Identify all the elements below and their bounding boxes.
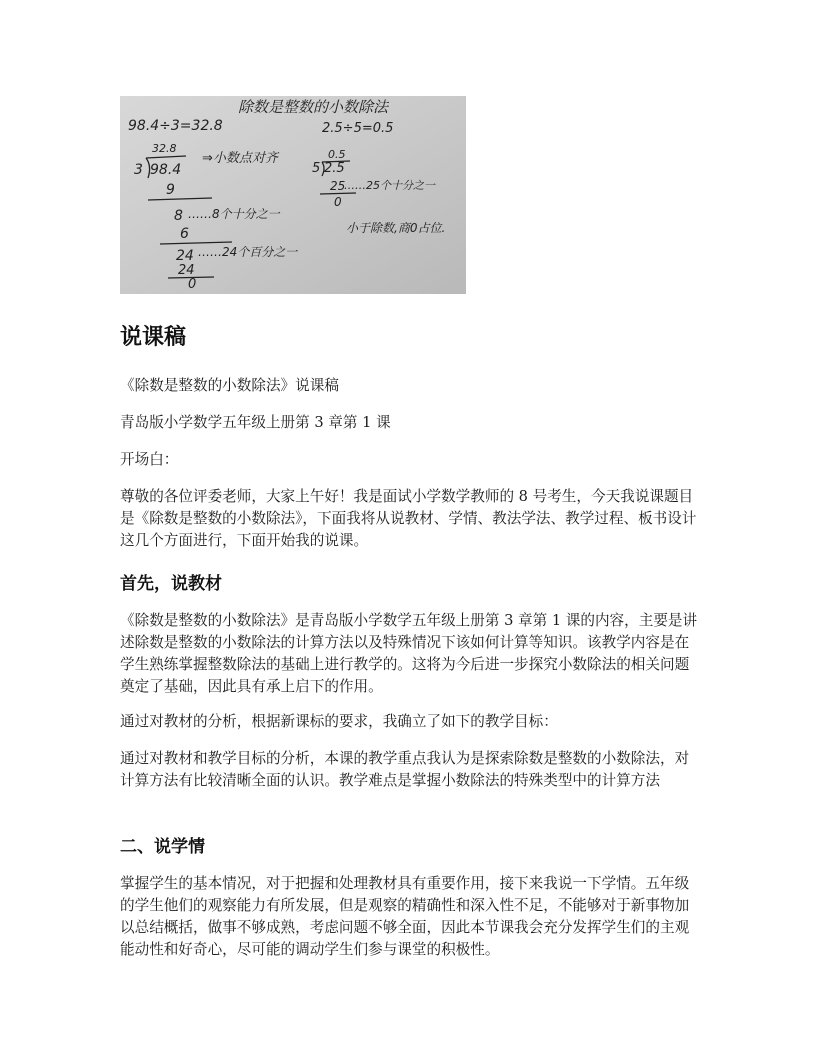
textbook-paragraph: 《除数是整数的小数除法》是青岛版小学数学五年级上册第 3 章第 1 课的内容，主要是讲述除数是整数的小数除法的计算方法以及特殊情况下该如何计算等知识。该教学内容是在学生熟练掌握整数除法的基础上进行教学的。这将为今后进一步探究小数除法的相关问题奠定了基础，因此具有承上启下的作用。 [120,612,698,695]
handwritten-notes-photo [120,96,466,294]
arrow-note: ⇒小数点对齐 [202,151,278,166]
section-heading-textbook: 首先，说教材 [120,574,222,594]
students-paragraph: 掌握学生的基本情况，对于把握和处理教材具有重要作用，接下来我说一下学情。五年级的学生他们的观察能力有所发展，但是观察的精确性和深入性不足，不能够对于新事物加以总结概括，做事不够成熟，考虑问题不够全面，因此本节课我会充分发挥学生们的主观能动性和好奇心，尽可能的调动学生们参与课堂的积极性。 [120,875,690,958]
lesson-title-line: 《除数是整数的小数除法》说课稿 [120,377,339,394]
page-title: 说课稿 [120,325,187,350]
photo-heading: 除数是整数的小数除法 [238,98,389,116]
right-step-1: 25 [330,179,346,193]
step-1: 9 [166,182,175,198]
step-4-note: ……24个百分之一 [198,245,298,259]
objectives-intro: 通过对教材的分析，根据新课标的要求，我确立了如下的教学目标： [120,713,558,730]
quotient: 32.8 [152,142,177,155]
opening-paragraph: 尊敬的各位评委老师，大家上午好！我是面试小学数学教师的 8 号考生，今天我说课题目是《除数是整数的小数除法》，下面我将从说教材、学情、教法学法、教学过程、板书设计这几个方面进行，下面开始我的说课。 [120,488,697,549]
step-3: 6 [180,226,189,242]
step-2: 8 [174,208,183,224]
notes-drawing [120,96,466,294]
right-step-1-note: ……25个十分之一 [344,179,435,192]
right-step-2: 0 [334,195,342,209]
right-dividend: 2.5 [324,161,345,176]
step-4: 24 [176,248,194,264]
step-6: 0 [188,277,197,292]
dividend: 98.4 [150,162,182,178]
section-heading-students: 二、说学情 [120,837,205,857]
right-quotient: 0.5 [328,148,346,161]
divisor: 3 [134,162,143,178]
step-5: 24 [178,263,195,278]
key-points-paragraph: 通过对教材和教学目标的分析，本课的教学重点我认为是探索除数是整数的小数除法，对计算方法有比较清晰全面的认识。教学难点是掌握小数除法的特殊类型中的计算方法 [120,750,690,789]
right-divisor: 5 [312,161,321,176]
step-2-note: ……8个十分之一 [188,207,280,221]
right-equation: 2.5÷5=0.5 [322,121,394,136]
left-equation: 98.4÷3=32.8 [128,118,223,134]
right-note: 小于除数,商0占位. [346,221,446,235]
opening-label: 开场白： [120,451,179,468]
textbook-info: 青岛版小学数学五年级上册第 3 章第 1 课 [120,414,391,431]
